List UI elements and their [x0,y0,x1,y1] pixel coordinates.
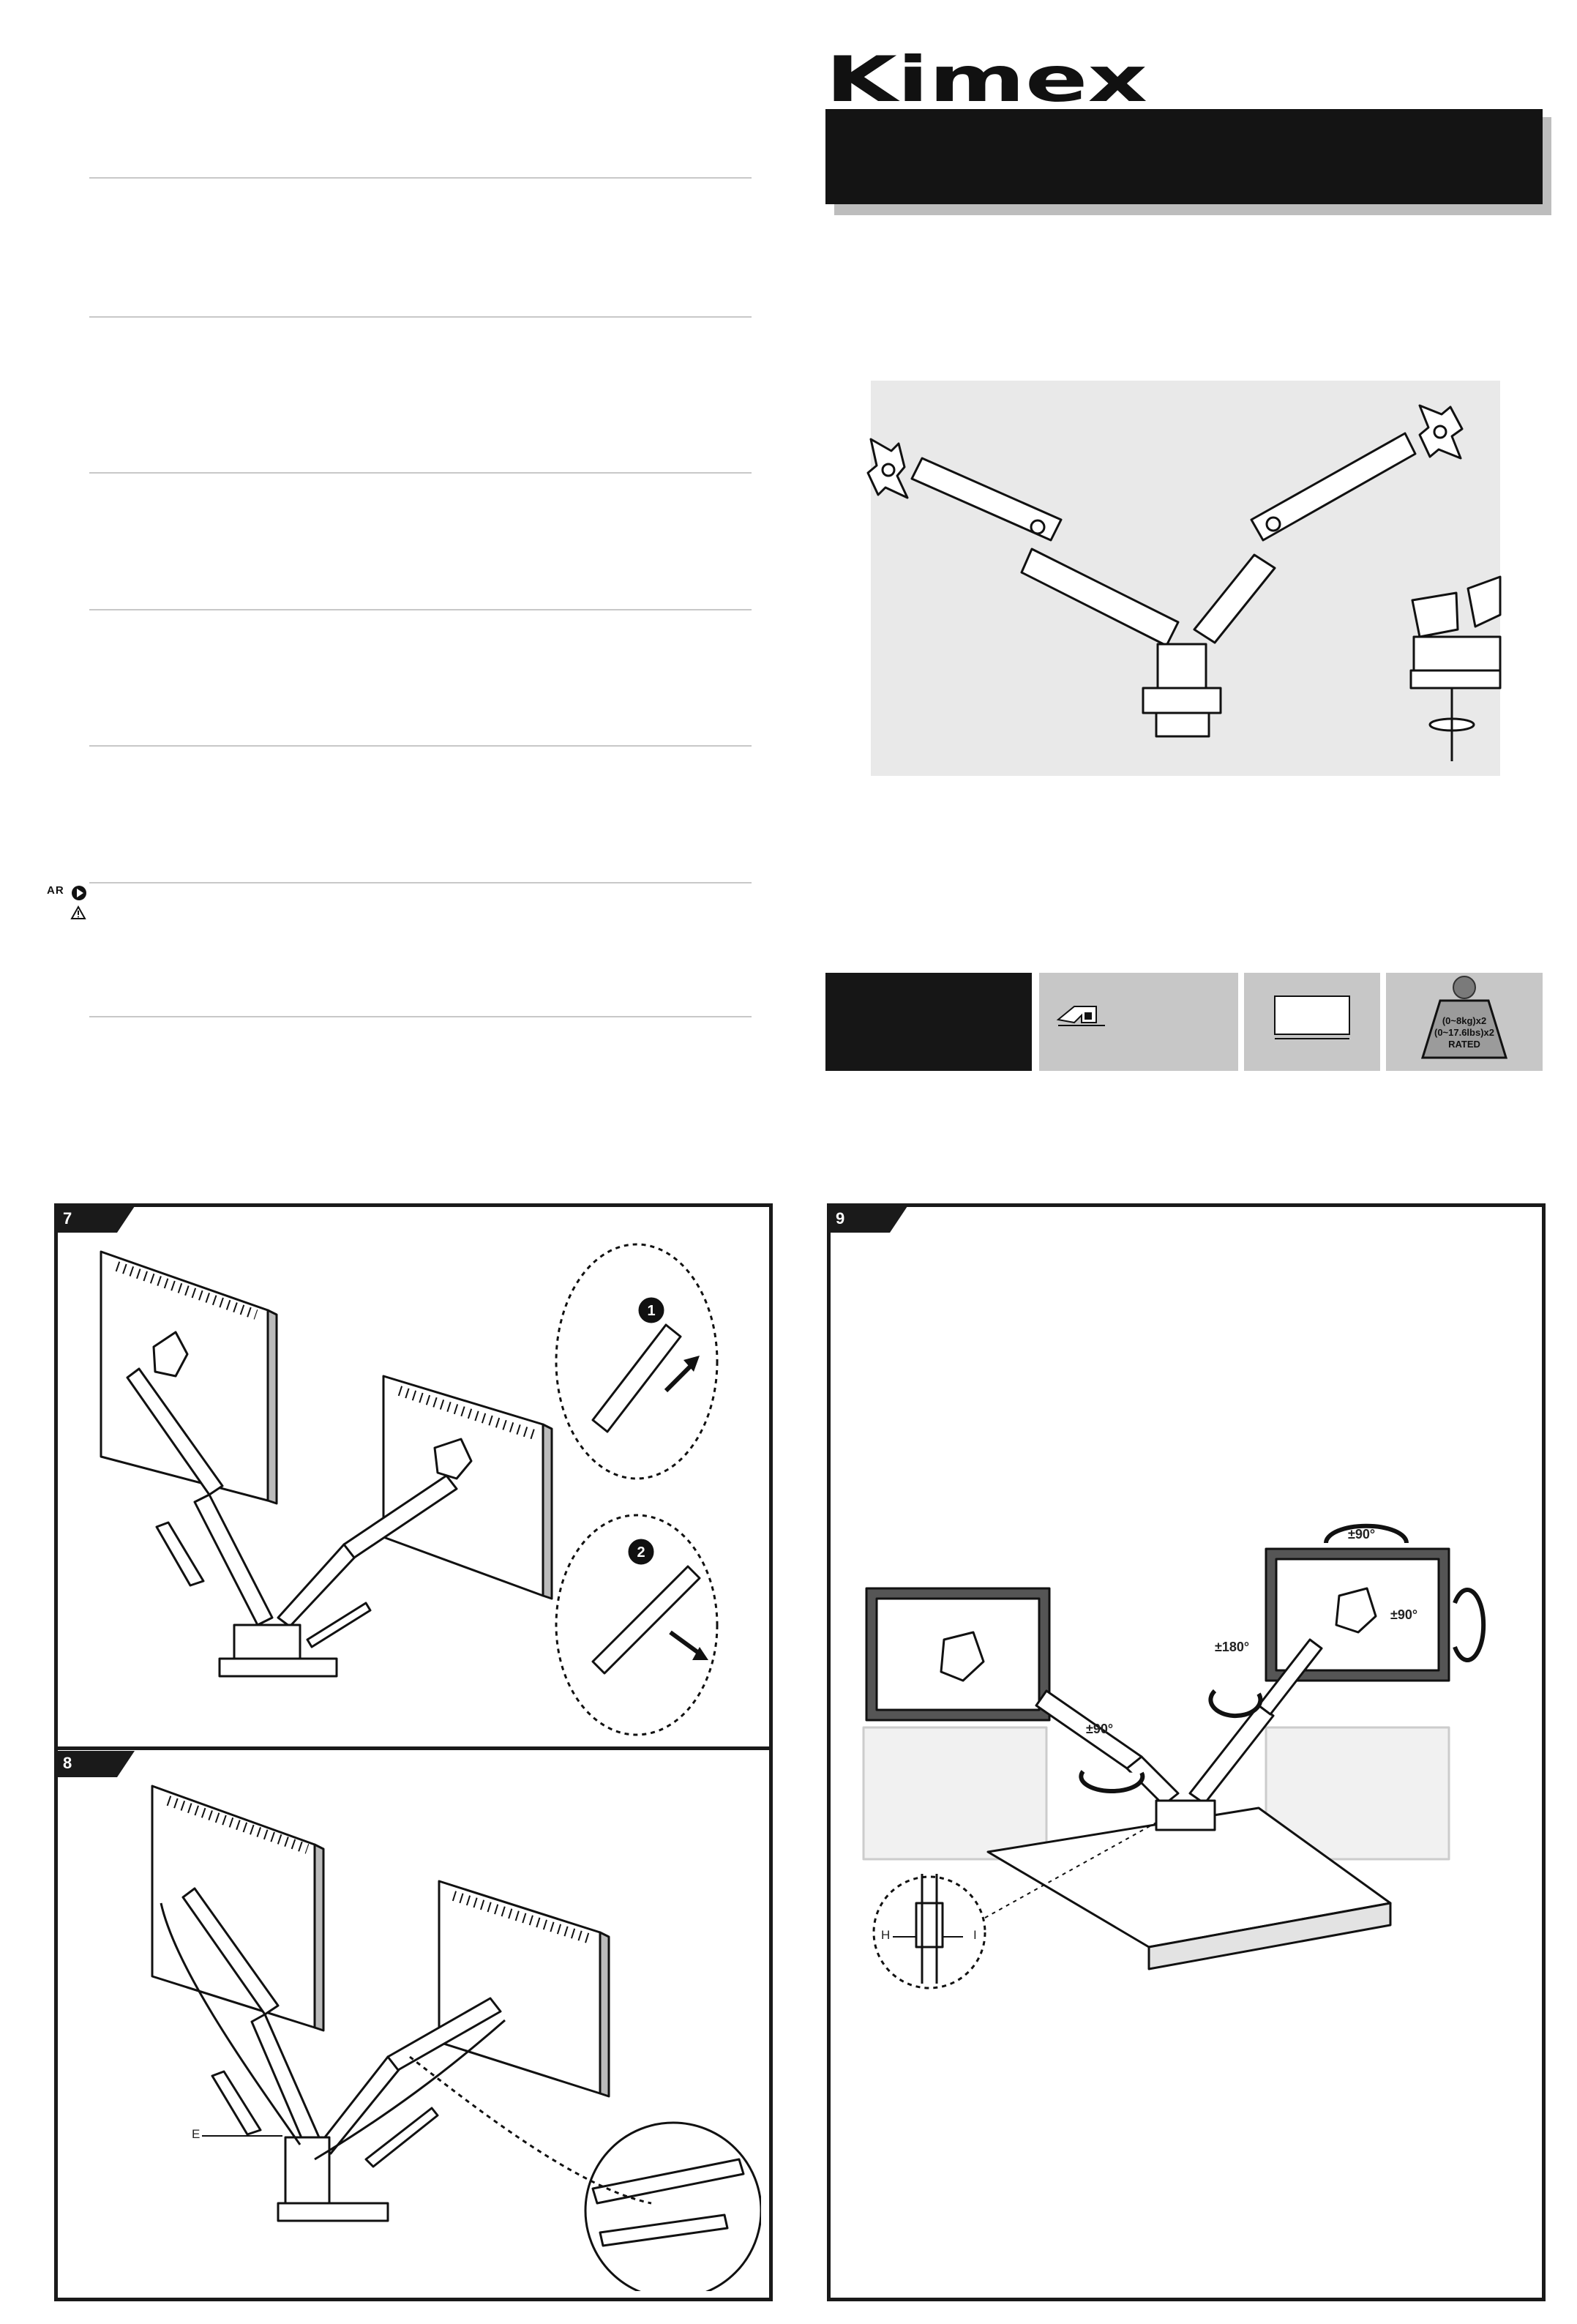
feature-tile-monitor-size [1244,973,1380,1071]
warning-icon [70,905,86,920]
svg-text:(0~17.6lbs)x2: (0~17.6lbs)x2 [1434,1027,1495,1038]
step-8-illustration [66,1779,761,2291]
step-9-illustration [834,1508,1522,2035]
feature-tile-weight [1386,973,1543,1071]
rotation-label-left: ±180° [1215,1640,1250,1654]
weight-icon [1418,973,1510,1071]
divider [89,316,752,318]
part-label-i: I [973,1928,977,1942]
play-icon [70,884,88,902]
ar-label: AR [47,884,64,897]
step-7-tab: 7 [54,1206,142,1233]
svg-text:2: 2 [637,1544,645,1561]
desk-clamp-icon [1052,990,1111,1042]
svg-text:Kimex: Kimex [825,50,1147,108]
divider [89,745,752,747]
divider [89,1016,752,1017]
rotation-label-top: ±90° [1348,1527,1376,1542]
title-bar [825,109,1543,204]
part-label-e: E [192,2127,201,2141]
divider [89,472,752,474]
divider [89,882,752,883]
rotation-label-side: ±90° [1390,1607,1418,1622]
rotation-label-arm: ±90° [1086,1722,1114,1736]
feature-tile-desk-mount [1039,973,1238,1071]
svg-text:(0~8kg)x2: (0~8kg)x2 [1442,1015,1487,1026]
step-9-tab: 9 [827,1206,915,1233]
monitor-icon [1273,995,1351,1046]
feature-tile-dark [825,973,1032,1071]
step-7-illustration [66,1237,761,1742]
product-illustration [856,381,1515,791]
step-8-tab: 8 [54,1751,142,1777]
divider [89,177,752,179]
svg-text:RATED: RATED [1448,1039,1480,1050]
step-divider [54,1746,773,1750]
svg-text:1: 1 [647,1303,656,1319]
part-label-h: H [881,1928,891,1942]
brand-logo [825,50,1147,108]
divider [89,609,752,610]
